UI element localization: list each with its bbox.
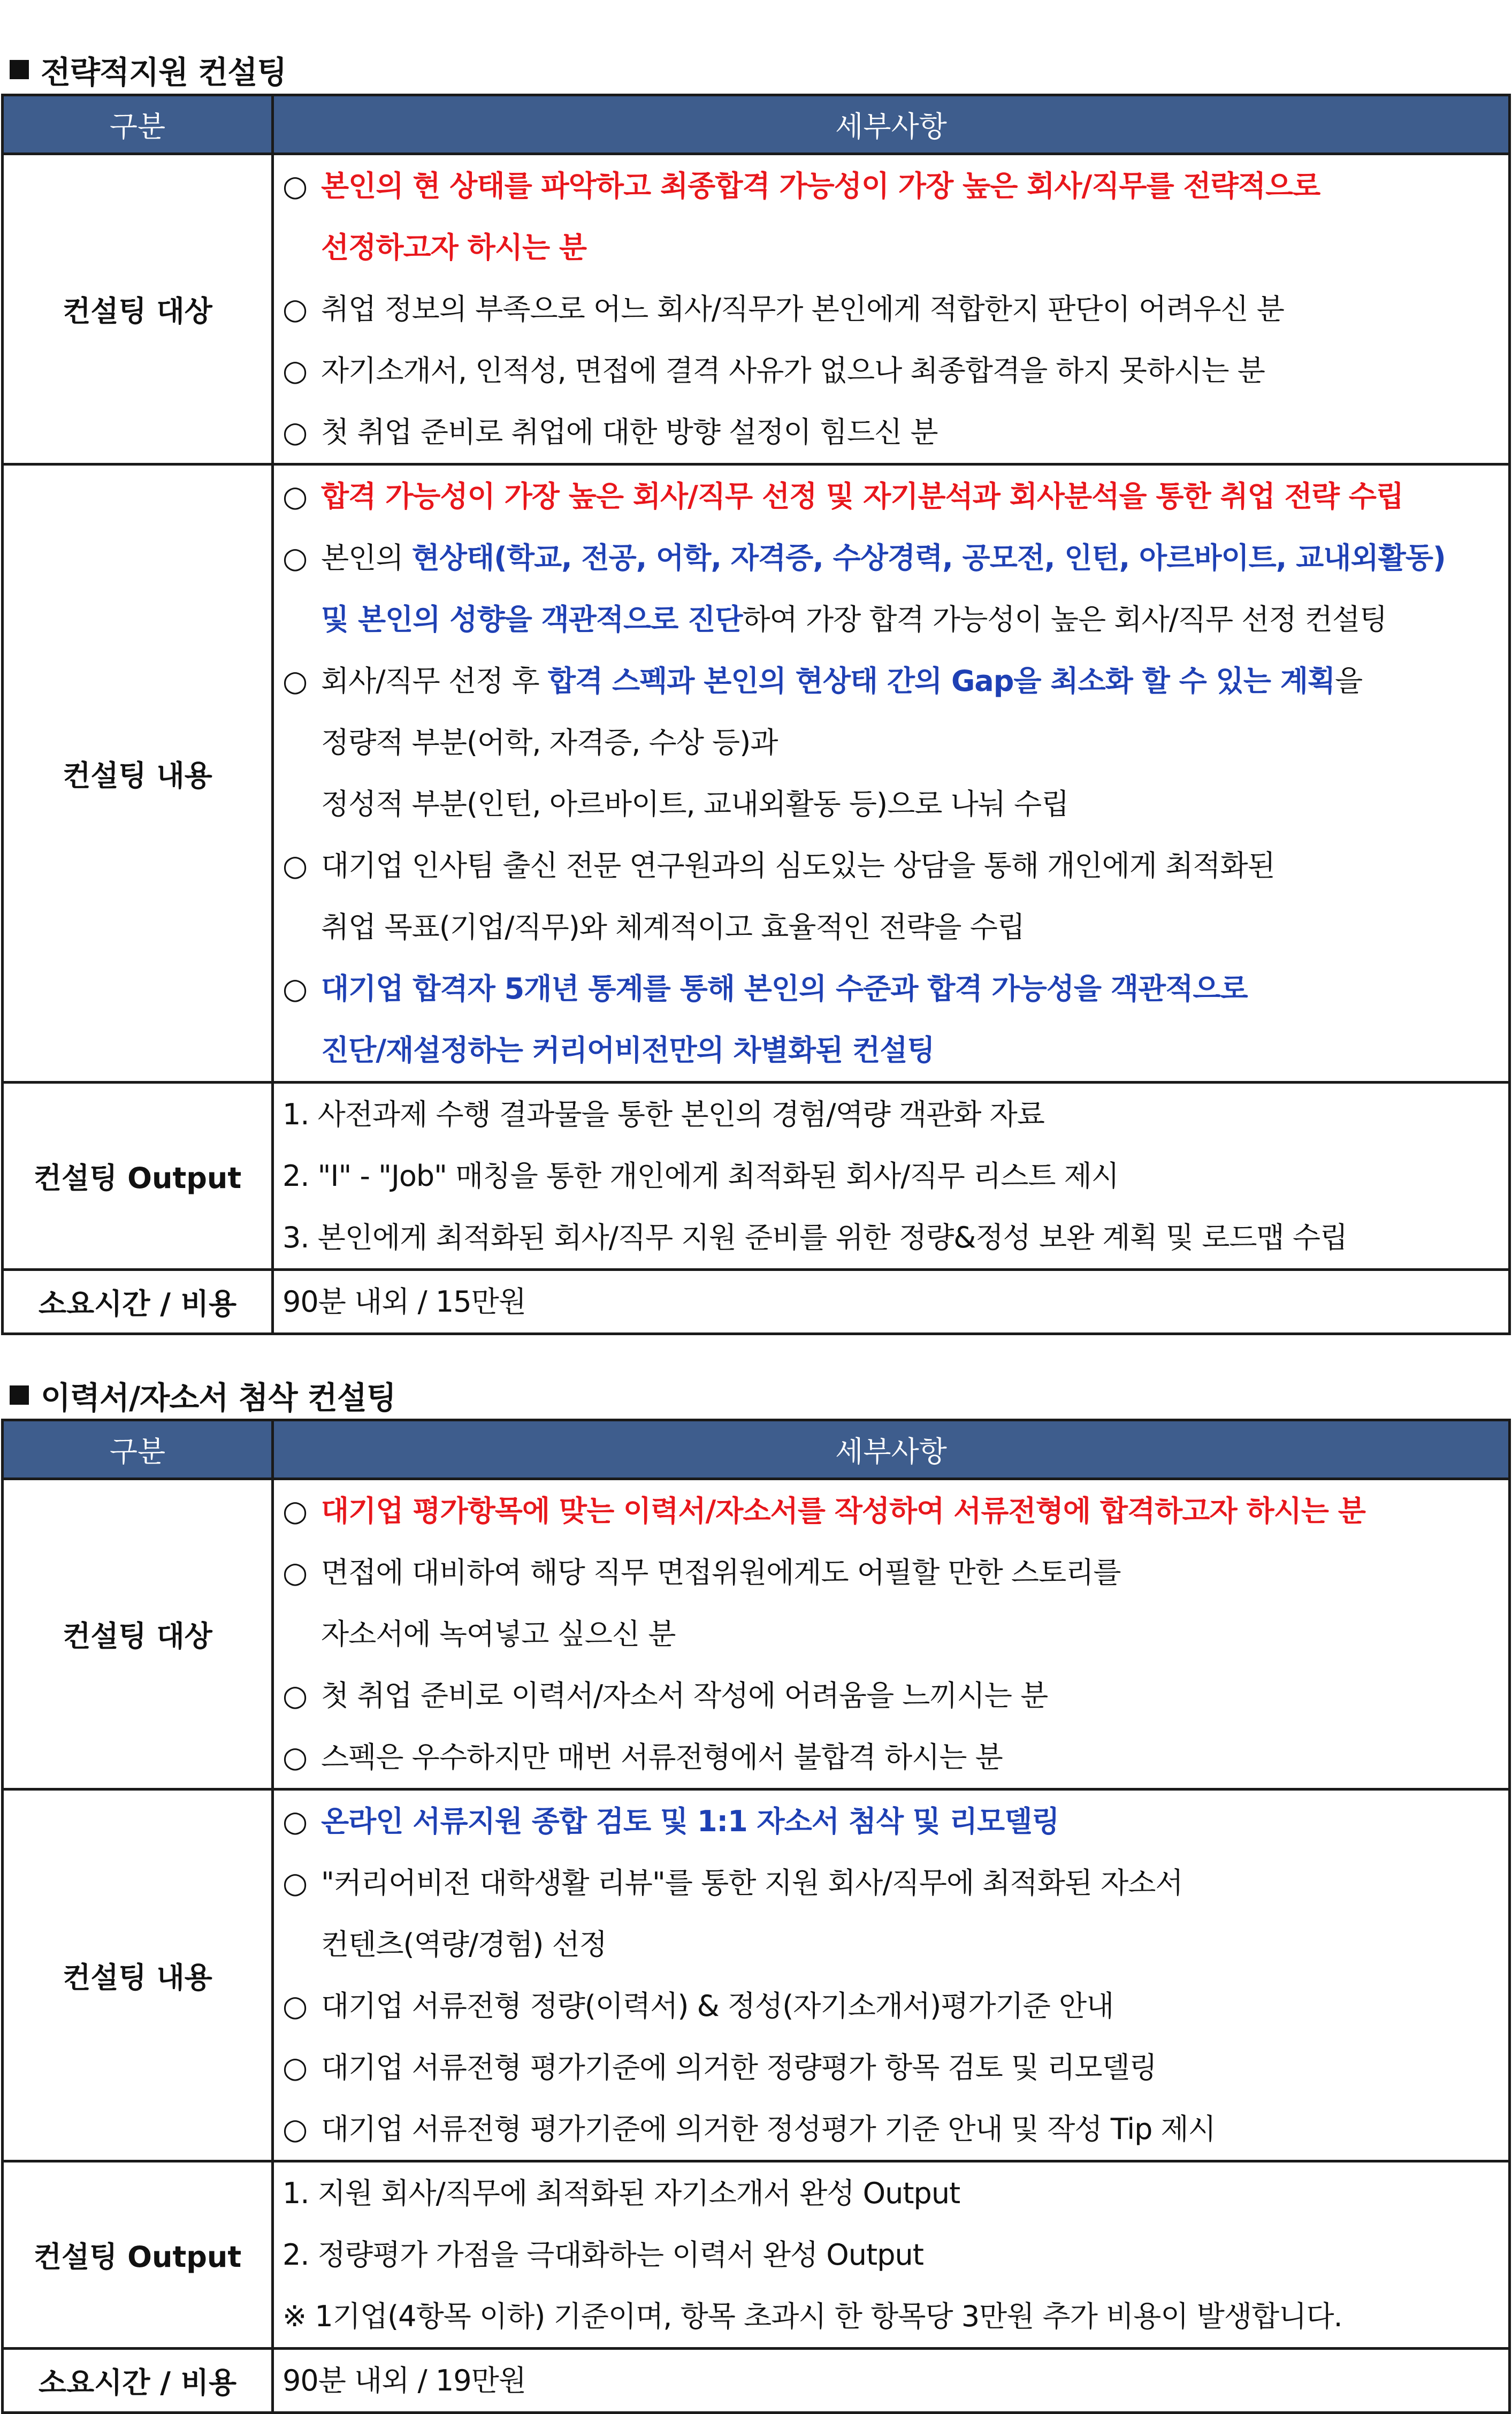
detail-line (282, 835, 1508, 896)
detail-line (282, 2162, 1508, 2224)
detail-text: 온라인 서류지원 종합 검토 및 1:1 자소서 첨삭 및 리모델링 (321, 1804, 1059, 1838)
header-category: 구분 (3, 1420, 273, 1479)
section-title-text: 전략적지원 컨설팅 (41, 54, 287, 90)
row-label: 소요시간 / 비용 (3, 2349, 273, 2413)
circle-bullet-icon: ○ (282, 849, 308, 882)
detail-line (282, 958, 1508, 1019)
detail-line (282, 1665, 1508, 1726)
detail-line (282, 1603, 1508, 1665)
detail-line (282, 589, 1508, 650)
detail-line (282, 155, 1508, 217)
circle-bullet-icon: ○ (282, 1494, 308, 1528)
detail-text: "커리어비전 대학생활 리뷰"를 통한 지원 회사/직무에 최적화된 자소서 (321, 1866, 1183, 1900)
row-label: 컨설팅 내용 (3, 464, 273, 1083)
detail-text: 정량적 부분(어학, 자격증, 수상 등)과 (321, 726, 778, 759)
table-row (3, 154, 1510, 464)
detail-text: 취업 정보의 부족으로 어느 회사/직무가 본인에게 적합한지 판단이 어려우신 분 (321, 292, 1284, 326)
row-details (273, 2161, 1510, 2349)
detail-text: 첫 취업 준비로 이력서/자소서 작성에 어려움을 느끼시는 분 (321, 1679, 1048, 1712)
detail-line (282, 2224, 1508, 2286)
table-row (3, 1270, 1510, 1334)
detail-line (282, 1145, 1508, 1207)
detail-line (282, 466, 1508, 527)
circle-bullet-icon: ○ (282, 1866, 308, 1900)
table-row (3, 2161, 1510, 2349)
detail-line (282, 340, 1508, 401)
square-bullet-icon (10, 60, 29, 79)
detail-line (282, 1914, 1508, 1975)
section-title (10, 1373, 396, 1418)
detail-text: 본인의 현 상태를 파악하고 최종합격 가능성이 가장 높은 회사/직무를 전략적으로 (321, 169, 1320, 203)
row-label: 컨설팅 대상 (3, 154, 273, 464)
circle-bullet-icon: ○ (282, 292, 308, 326)
detail-text: 대기업 서류전형 정량(이력서) & 정성(자기소개서)평가기준 안내 (321, 1989, 1114, 2023)
detail-line (282, 1271, 1508, 1332)
detail-text: 대기업 인사팀 출신 전문 연구원과의 심도있는 상담을 통해 개인에게 최적화된 (321, 849, 1275, 882)
detail-line (282, 401, 1508, 463)
detail-text: 면접에 대비하여 해당 직무 면접위원에게도 어필할 만한 스토리를 (321, 1556, 1121, 1589)
table-header-row (3, 1420, 1510, 1479)
detail-line (282, 1726, 1508, 1788)
detail-text: 현상태(학교, 전공, 어학, 자격증, 수상경력, 공모전, 인턴, 아르바이트, 교내외활동) (411, 541, 1446, 575)
consulting-table (1, 94, 1511, 1335)
row-label: 컨설팅 Output (3, 1083, 273, 1270)
detail-line (282, 2098, 1508, 2160)
detail-text: 진단/재설정하는 커리어비전만의 차별화된 컨설팅 (321, 1033, 935, 1067)
detail-text: ※ 1기업(4항목 이하) 기준이며, 항목 초과시 한 항목당 3만원 추가 비용이 발생합니다. (282, 2299, 1342, 2333)
detail-line (282, 278, 1508, 340)
detail-line (282, 712, 1508, 773)
detail-line (282, 1852, 1508, 1914)
row-label: 컨설팅 내용 (3, 1789, 273, 2161)
consulting-table (1, 1419, 1511, 2414)
detail-text: 90분 내외 / 19만원 (282, 2364, 526, 2397)
detail-line (282, 1542, 1508, 1603)
section-title-text: 이력서/자소서 첨삭 컨설팅 (41, 1380, 396, 1416)
detail-text: 1. 사전과제 수행 결과물을 통한 본인의 경험/역량 객관화 자료 (282, 1098, 1044, 1131)
detail-text: 1. 지원 회사/직무에 최적화된 자기소개서 완성 Output (282, 2176, 960, 2210)
detail-text: 컨텐츠(역량/경험) 선정 (321, 1928, 607, 1961)
table-row (3, 1083, 1510, 1270)
circle-bullet-icon: ○ (282, 2112, 308, 2146)
row-details (273, 1479, 1510, 1789)
table-header-row (3, 95, 1510, 154)
circle-bullet-icon: ○ (282, 1556, 308, 1589)
detail-text: 2. "I" - "Job" 매칭을 통한 개인에게 최적화된 회사/직무 리스트 제시 (282, 1159, 1119, 1193)
circle-bullet-icon: ○ (282, 1740, 308, 1774)
detail-line (282, 1207, 1508, 1268)
detail-text: 3. 본인에게 최적화된 회사/직무 지원 준비를 위한 정량&정성 보완 계획 및 로드맵 수립 (282, 1221, 1348, 1254)
row-label: 컨설팅 대상 (3, 1479, 273, 1789)
detail-text: 스펙은 우수하지만 매번 서류전형에서 불합격 하시는 분 (321, 1740, 1003, 1774)
detail-text: 대기업 평가항목에 맞는 이력서/자소서를 작성하여 서류전형에 합격하고자 하시는 분 (321, 1494, 1365, 1528)
detail-line (282, 896, 1508, 958)
detail-text: 첫 취업 준비로 취업에 대한 방향 설정이 힘드신 분 (321, 415, 938, 449)
table-row (3, 464, 1510, 1083)
detail-text: 회사/직무 선정 후 (321, 664, 548, 698)
table-row (3, 1479, 1510, 1789)
detail-line (282, 217, 1508, 278)
circle-bullet-icon: ○ (282, 415, 308, 449)
square-bullet-icon (10, 1385, 29, 1405)
header-details: 세부사항 (273, 95, 1510, 154)
header-details: 세부사항 (273, 1420, 1510, 1479)
row-details (273, 1270, 1510, 1334)
detail-line (282, 1480, 1508, 1542)
detail-line (282, 2350, 1508, 2411)
detail-text: 대기업 합격자 5개년 통계를 통해 본인의 수준과 합격 가능성을 객관적으로 (321, 972, 1248, 1006)
row-label: 소요시간 / 비용 (3, 1270, 273, 1334)
detail-text: 및 본인의 성향을 객관적으로 진단 (321, 603, 743, 636)
detail-line (282, 1019, 1508, 1081)
circle-bullet-icon: ○ (282, 2051, 308, 2084)
circle-bullet-icon: ○ (282, 354, 308, 387)
detail-line (282, 527, 1508, 589)
detail-line (282, 1975, 1508, 2037)
detail-text: 본인의 (321, 541, 412, 575)
detail-text: 2. 정량평가 가점을 극대화하는 이력서 완성 Output (282, 2238, 923, 2272)
table-row (3, 1789, 1510, 2161)
row-details (273, 1083, 1510, 1270)
detail-text: 90분 내외 / 15만원 (282, 1285, 526, 1319)
detail-text: 정성적 부분(인턴, 아르바이트, 교내외활동 등)으로 나눠 수립 (321, 787, 1069, 821)
header-category: 구분 (3, 95, 273, 154)
circle-bullet-icon: ○ (282, 972, 308, 1006)
detail-text: 대기업 서류전형 평가기준에 의거한 정성평가 기준 안내 및 작성 Tip 제시 (321, 2112, 1216, 2146)
circle-bullet-icon: ○ (282, 1804, 308, 1838)
detail-line (282, 1084, 1508, 1145)
circle-bullet-icon: ○ (282, 1679, 308, 1712)
row-details (273, 464, 1510, 1083)
circle-bullet-icon: ○ (282, 541, 308, 575)
detail-text: 자소서에 녹여넣고 싶으신 분 (321, 1617, 676, 1651)
circle-bullet-icon: ○ (282, 479, 308, 513)
circle-bullet-icon: ○ (282, 169, 308, 203)
detail-line (282, 773, 1508, 835)
detail-text: 을 (1335, 664, 1363, 698)
detail-text: 선정하고자 하시는 분 (321, 231, 587, 264)
circle-bullet-icon: ○ (282, 664, 308, 698)
detail-line (282, 650, 1508, 712)
detail-text: 하여 가장 합격 가능성이 높은 회사/직무 선정 컨설팅 (742, 603, 1387, 636)
section-title (10, 47, 286, 92)
detail-text: 대기업 서류전형 평가기준에 의거한 정량평가 항목 검토 및 리모델링 (321, 2051, 1157, 2084)
detail-line (282, 2037, 1508, 2098)
detail-text: 합격 스펙과 본인의 현상태 간의 Gap을 최소화 할 수 있는 계획 (547, 664, 1335, 698)
row-label: 컨설팅 Output (3, 2161, 273, 2349)
detail-text: 취업 목표(기업/직무)와 체계적이고 효율적인 전략을 수립 (321, 910, 1025, 944)
detail-text: 합격 가능성이 가장 높은 회사/직무 선정 및 자기분석과 회사분석을 통한 취업 전략 수립 (321, 479, 1404, 513)
circle-bullet-icon: ○ (282, 1989, 308, 2023)
detail-text: 자기소개서, 인적성, 면접에 결격 사유가 없으나 최종합격을 하지 못하시는 분 (321, 354, 1265, 387)
detail-line (282, 1791, 1508, 1852)
detail-line (282, 2286, 1508, 2347)
row-details (273, 154, 1510, 464)
row-details (273, 1789, 1510, 2161)
